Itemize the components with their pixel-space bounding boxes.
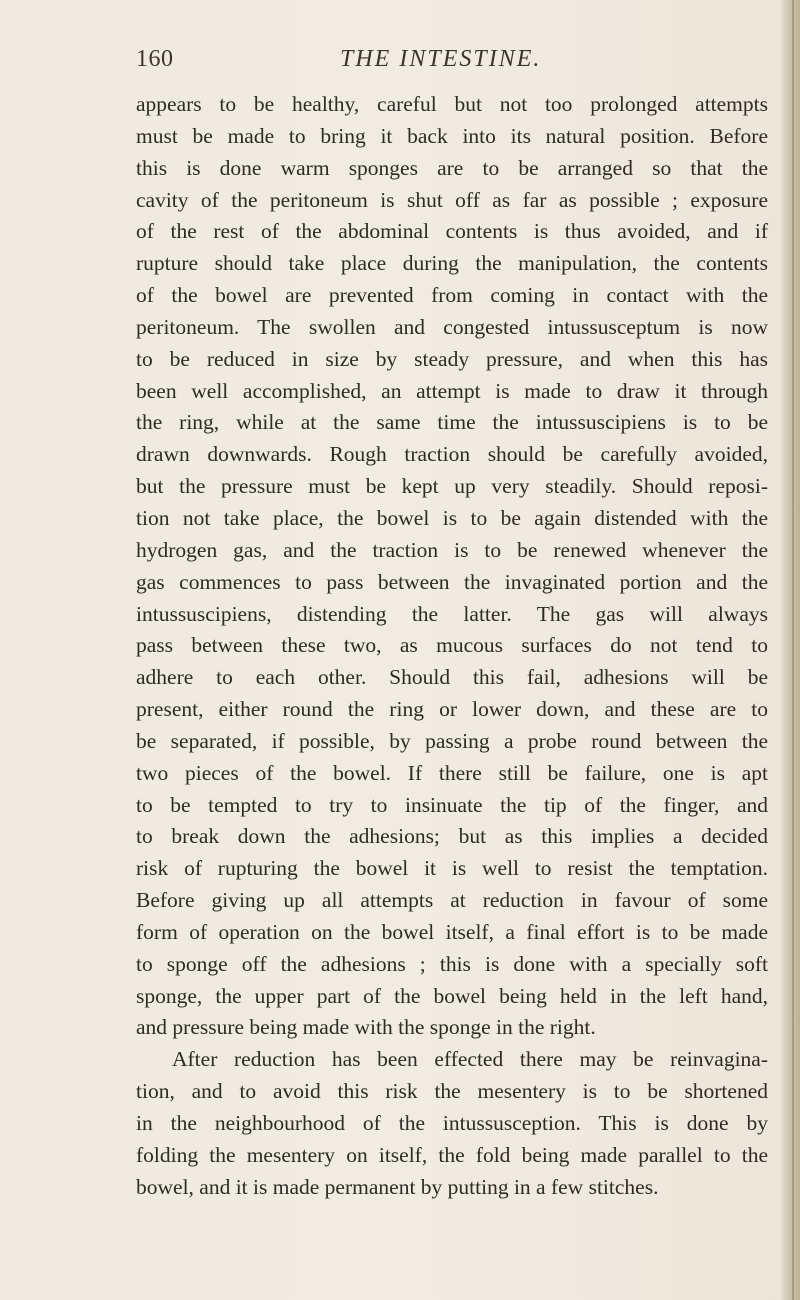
text-line: drawn downwards. Rough traction should be carefully avoided, xyxy=(136,442,768,467)
text-line: to sponge off the adhesions ; this is done with a specially soft xyxy=(136,951,768,976)
text-line: gas commences to pass between the invaginated portion and the xyxy=(136,569,768,594)
paragraph-2 xyxy=(136,1044,768,1203)
page-edge-fold xyxy=(792,0,794,1300)
page-number: 160 xyxy=(136,46,174,72)
text-line: After reduction has been effected there may be reinvagina- xyxy=(172,1047,768,1072)
text-line: in the neighbourhood of the intussusception. This is done by xyxy=(136,1111,768,1135)
text-line: the ring, while at the same time the intussuscipiens is to be xyxy=(136,410,768,435)
text-line: to be tempted to try to insinuate the tip of the finger, and xyxy=(136,792,768,817)
text-line: two pieces of the bowel. If there still be failure, one is apt xyxy=(136,760,768,785)
text-line: to break down the adhesions; but as this implies a decided xyxy=(136,824,768,849)
text-line: must be made to bring it back into its natural position. Before xyxy=(136,123,768,148)
text-line: pass between these two, as mucous surfaces do not tend to xyxy=(136,633,768,658)
text-line: appears to be healthy, careful but not too prolonged attempts xyxy=(136,92,768,116)
text-line: this is done warm sponges are to be arranged so that the xyxy=(136,155,768,180)
text-line: tion not take place, the bowel is to be again distended with the xyxy=(136,505,768,530)
text-line: adhere to each other. Should this fail, adhesions will be xyxy=(136,665,768,690)
text-line: intussuscipiens, distending the latter. The gas will always xyxy=(136,601,768,626)
text-line: bowel, and it is made permanent by putting in a few stitches. xyxy=(136,1174,659,1199)
page-edge-shadow xyxy=(778,0,800,1300)
text-line: to be reduced in size by steady pressure, and when this has xyxy=(136,346,768,371)
body-text xyxy=(136,89,768,1204)
text-line: cavity of the peritoneum is shut off as far as possible ; exposure xyxy=(136,187,768,212)
text-line: folding the mesentery on itself, the fold being made parallel to the xyxy=(136,1142,768,1167)
text-line: been well accomplished, an attempt is made to draw it through xyxy=(136,378,768,403)
text-line: tion, and to avoid this risk the mesentery is to be shortened xyxy=(136,1079,768,1104)
page-header xyxy=(0,46,800,86)
text-line: of the bowel are prevented from coming in contact with the xyxy=(136,283,768,308)
text-line: risk of rupturing the bowel it is well to resist the temptation. xyxy=(136,856,768,881)
text-line: sponge, the upper part of the bowel being held in the left hand, xyxy=(136,983,768,1008)
text-line: hydrogen gas, and the traction is to be renewed whenever the xyxy=(136,537,768,562)
text-line: of the rest of the abdominal contents is thus avoided, and if xyxy=(136,219,768,244)
text-line: form of operation on the bowel itself, a final effort is to be made xyxy=(136,919,768,944)
text-line: rupture should take place during the manipulation, the contents xyxy=(136,251,768,276)
text-line: present, either round the ring or lower down, and these are to xyxy=(136,697,768,722)
paragraph-1 xyxy=(136,89,768,1044)
text-line: but the pressure must be kept up very steadily. Should reposi- xyxy=(136,474,768,499)
text-line: Before giving up all attempts at reduction in favour of some xyxy=(136,888,768,913)
running-head: THE INTESTINE. xyxy=(340,46,542,72)
text-line: peritoneum. The swollen and congested intussusceptum is now xyxy=(136,314,768,339)
text-line: be separated, if possible, by passing a probe round between the xyxy=(136,728,768,753)
text-line: and pressure being made with the sponge in the right. xyxy=(136,1015,596,1040)
